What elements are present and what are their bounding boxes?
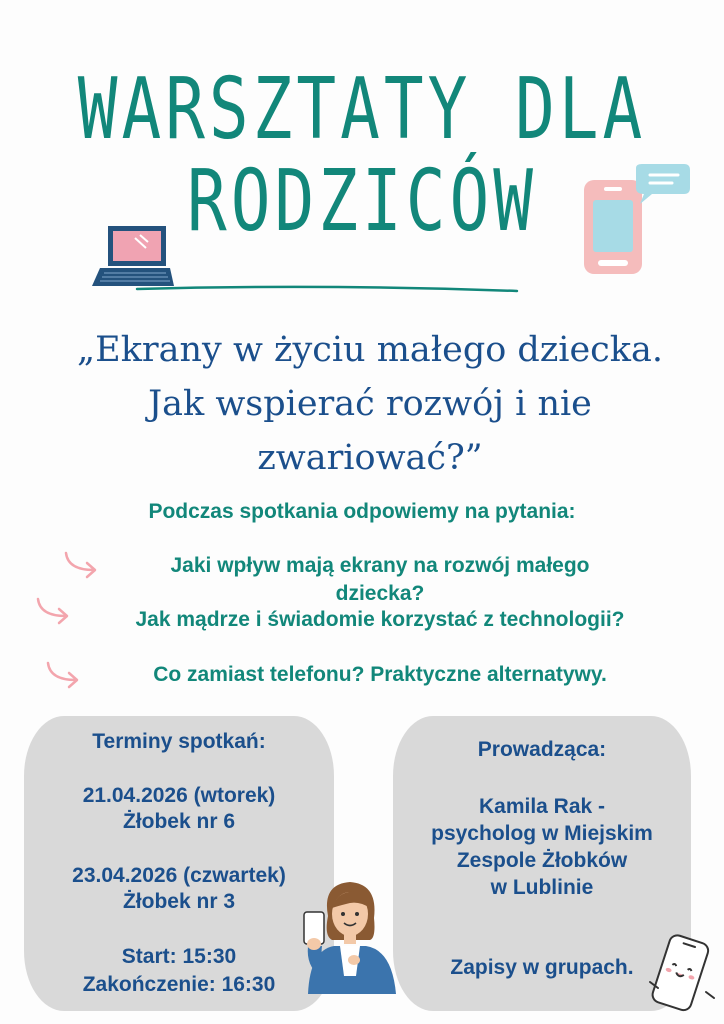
intro-text: Podczas spotkania odpowiemy na pytania:: [148, 500, 576, 523]
subtitle-line-3: zwariować?”: [257, 438, 483, 478]
smiling-phone-icon: [644, 932, 718, 1016]
question-1-line-1: Jaki wpływ mają ekrany na rozwój małego: [170, 554, 590, 577]
host-line-2: psycholog w Miejskim: [431, 822, 653, 845]
schedule-date-1: 21.04.2026 (wtorek): [82, 784, 276, 807]
schedule-place-1: Żłobek nr 6: [122, 810, 236, 833]
title-underline: [135, 282, 520, 296]
question-2: Jak mądrze i świadomie korzystać z technologii?: [135, 608, 625, 631]
schedule-date-2: 23.04.2026 (czwartek): [72, 864, 286, 887]
schedule-end: Zakończenie: 16:30: [82, 973, 276, 996]
phone-chat-icon: [578, 162, 696, 278]
curved-arrow-icon: [44, 660, 82, 690]
curved-arrow-icon: [62, 550, 100, 580]
curved-arrow-icon: [34, 596, 72, 626]
host-heading: Prowadząca:: [477, 738, 607, 761]
host-line-4: w Lublinie: [490, 876, 594, 899]
question-1-line-2: dziecka?: [335, 582, 425, 605]
woman-with-phone-icon: [300, 876, 400, 994]
subtitle-line-2: Jak wspierać rozwój i nie: [148, 384, 592, 424]
host-line-1: Kamila Rak -: [478, 795, 606, 818]
subtitle-line-1: „Ekrany w życiu małego dziecka.: [77, 330, 663, 370]
schedule-place-2: Żłobek nr 3: [122, 890, 236, 913]
schedule-start: Start: 15:30: [121, 945, 237, 968]
schedule-heading: Terminy spotkań:: [92, 730, 266, 753]
title-line-1: WARSZTATY DLA: [77, 60, 647, 159]
host-line-3: Zespole Żłobków: [456, 849, 628, 872]
question-3: Co zamiast telefonu? Praktyczne alternatywy.: [153, 663, 607, 686]
host-signup: Zapisy w grupach.: [450, 956, 634, 979]
title-line-2: RODZICÓW: [187, 152, 537, 251]
